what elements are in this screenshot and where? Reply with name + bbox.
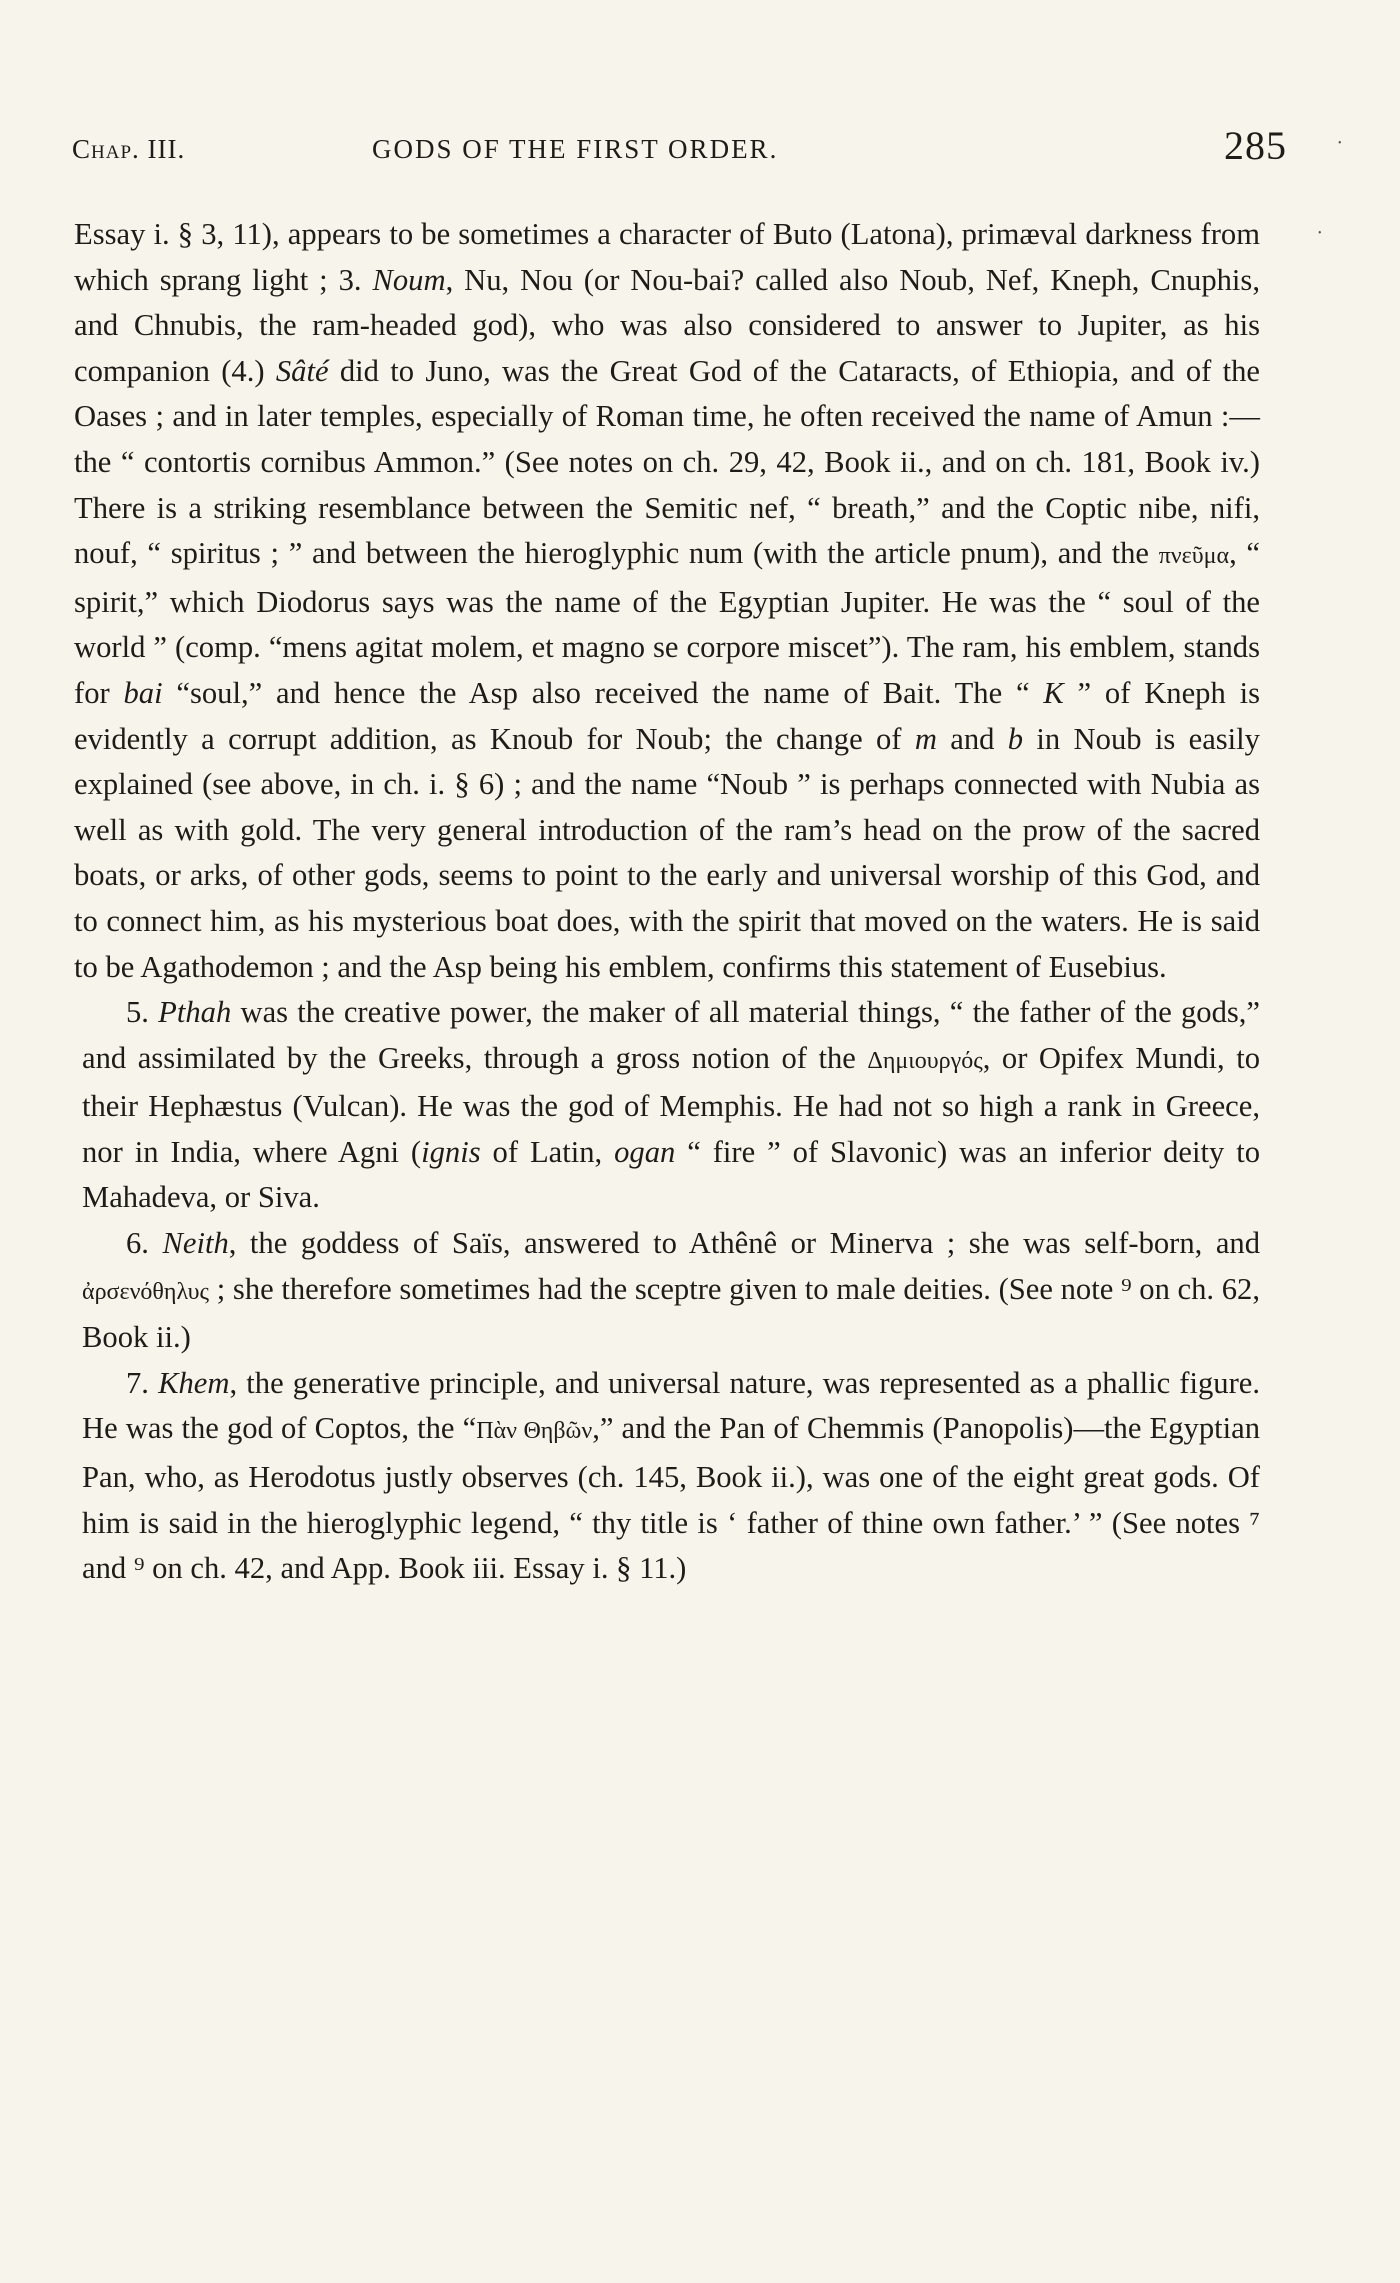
chapter-label: Chap. III. <box>72 134 186 164</box>
text-run: “ fire ” of Slavonic) was an inferior deity to Mahadeva, or Siva. <box>82 1134 1260 1215</box>
text-run: , Nu, Nou (or Nou-bai? called also Noub, Nef, Kneph, Cnuphis, and Chnubis, the ram-headed god), who was also considered to answer to Jupiter, as his companion (4.) <box>74 262 1260 388</box>
paragraph-noum <box>74 212 1260 990</box>
running-title: GODS OF THE FIRST ORDER. <box>372 134 779 164</box>
print-speck: • <box>1338 138 1342 149</box>
text-run: ,” and the Pan of Chemmis (Panopolis)—the Egyptian Pan, who, as Herodotus justly observes (ch. 145, Book ii.), was one of the eight great gods. Of him is said in the hieroglyphic legend, “ thy title is ‘ father of thine own father.’ ” (See notes ⁷ and ⁹ on ch. 42, and App. Book iii. Essay i. § 11.) <box>82 1411 1260 1586</box>
text-run: 7. <box>126 1365 159 1400</box>
greek-word: πνεῦμα <box>1158 543 1230 570</box>
italic-word: b <box>1007 721 1024 756</box>
page-number: 285 <box>1224 123 1287 168</box>
text-run: Essay i. § 3, 11), appears to be sometimes a character of Buto (Latona), primæval darkness from which sprang light ; 3. <box>74 217 1260 297</box>
text-run: , the generative principle, and universal nature, was represented as a phallic figure. He was the god of Coptos, the “ <box>82 1365 1260 1446</box>
print-speck: • <box>1318 228 1322 239</box>
text-run: did to Juno, was the Great God of the Cataracts, of Ethiopia, and of the Oases ; and in later temples, especially of Roman time, he often received the name of Amun :—the “ contortis cornibus Ammon.” (See notes on ch. 29, 42, Book ii., and on ch. 181, Book iv.) There is a striking resemblance between the Semitic nef, “ breath,” and the Coptic nibe, nifi, nouf, “ spiritus ; ” and between the hieroglyphic num (with the article pnum), and the <box>74 353 1261 571</box>
paragraph-neith <box>82 1221 1260 1361</box>
body-text <box>74 212 1261 1592</box>
text-run: “soul,” and hence the Asp also received the name of Bait. The “ <box>162 675 1044 710</box>
running-header <box>72 118 1287 178</box>
italic-word: K <box>1043 675 1064 710</box>
deity-name: Pthah <box>158 995 232 1030</box>
text-run: ; she therefore sometimes had the sceptre given to male deities. (See note ⁹ on ch. 62, Book ii.) <box>82 1271 1260 1355</box>
deity-name: Noum <box>372 262 446 297</box>
greek-word: ἀρσενόθηλυς <box>82 1278 210 1305</box>
text-run: of Latin, <box>480 1134 615 1169</box>
text-run: 5. <box>126 995 159 1030</box>
text-run: in Noub is easily explained (see above, in ch. i. § 6) ; and the name “Noub ” is perhaps connected with Nubia as well as with gold. The very general introduction of the ram’s head on the prow of the sacred boats, or arks, of other gods, seems to point to the early and universal worship of this God, and to connect him, as his mysterious boat does, with the spirit that moved on the waters. He is said to be Agathodemon ; and the Asp being his emblem, confirms this statement of Eusebius. <box>74 721 1260 984</box>
greek-word: Πὰν Θηβῶν <box>476 1418 593 1445</box>
deity-name: Khem <box>158 1365 230 1400</box>
text-run: , or Opifex Mundi, to their Hephæstus (Vulcan). He was the god of Memphis. He had not so high a rank in Greece, nor in India, where Agni ( <box>82 1040 1260 1169</box>
text-run: , “ spirit,” which Diodorus says was the name of the Egyptian Jupiter. He was the “ soul of the world ” (comp. “mens agitat molem, et magno se corpore miscet”). The ram, his emblem, stands for <box>74 536 1260 710</box>
text-run: was the creative power, the maker of all material things, “ the father of the gods,” and assimilated by the Greeks, through a gross notion of the <box>82 995 1261 1075</box>
greek-word: Δημιουργός <box>867 1047 983 1074</box>
italic-word: ignis <box>421 1134 481 1169</box>
text-run: 6. <box>126 1226 163 1261</box>
text-run: ” of Kneph is evidently a corrupt addition, as Knoub for Noub; the change of <box>74 675 1260 756</box>
italic-word: m <box>914 721 937 756</box>
text-run: and <box>936 721 1008 756</box>
text-run: , the goddess of Saïs, answered to Athênê or Minerva ; she was self-born, and <box>228 1226 1260 1261</box>
paragraph-pthah <box>82 990 1260 1221</box>
italic-word: bai <box>123 675 163 710</box>
italic-word: ogan <box>614 1134 676 1169</box>
deity-name: Sâté <box>275 353 329 388</box>
deity-name: Neith <box>162 1226 229 1261</box>
paragraph-khem <box>82 1361 1260 1592</box>
